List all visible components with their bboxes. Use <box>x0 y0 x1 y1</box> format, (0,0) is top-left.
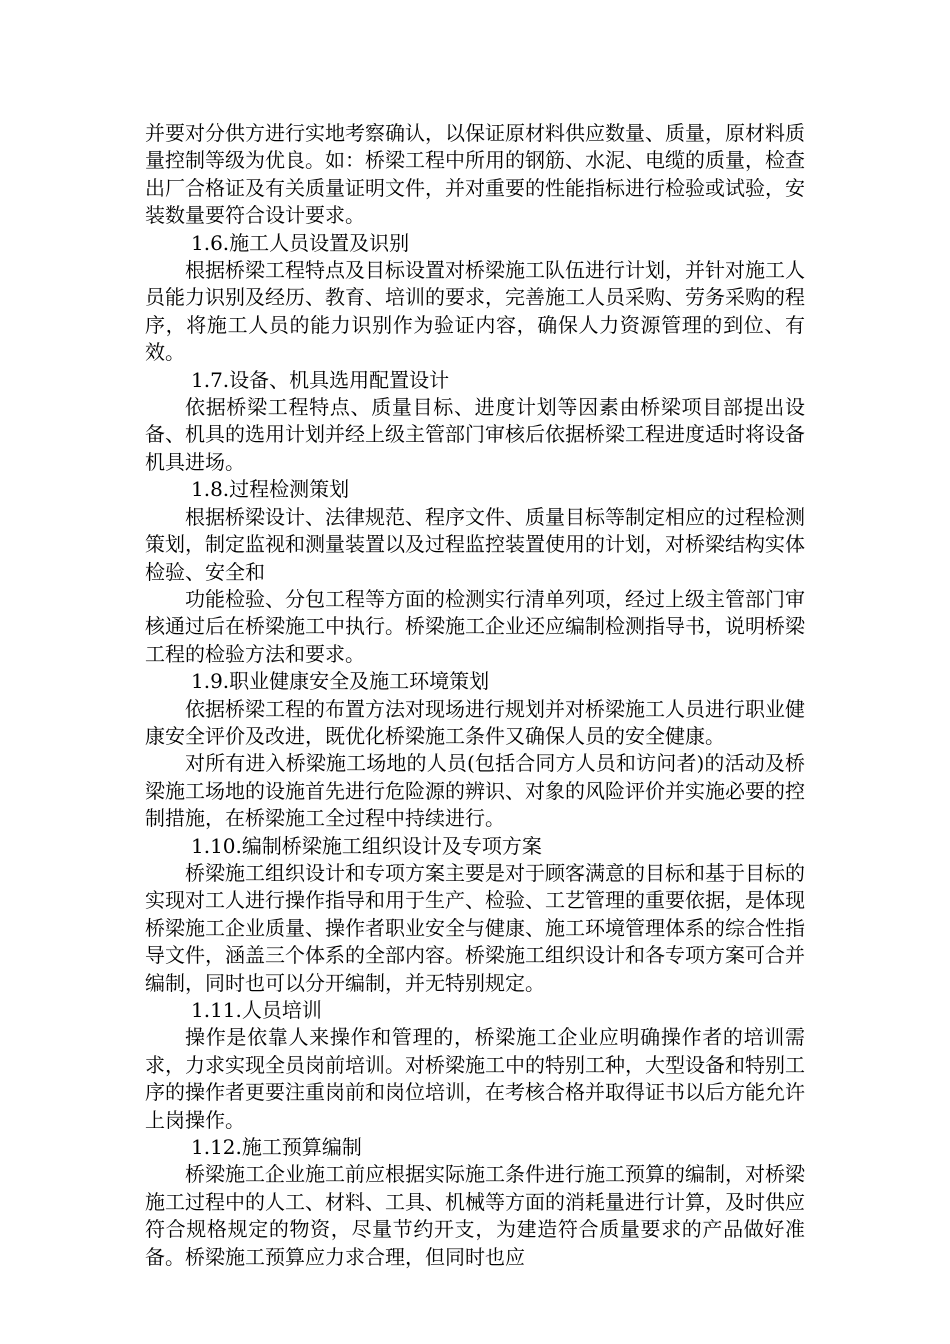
paragraph-body: 根据桥梁工程特点及目标设置对桥梁施工队伍进行计划，并针对施工人员能力识别及经历、教育、培训的要求，完善施工人员采购、劳务采购的程序，将施工人员的能力识别作为验证内容，确保人力资源管理的到位、有效。 <box>145 258 805 365</box>
section-heading-1-7: 1.7.设备、机具选用配置设计 <box>191 367 450 392</box>
paragraph-body: 根据桥梁设计、法律规范、程序文件、质量目标等制定相应的过程检测策划，制定监视和测量装置以及过程监控装置使用的计划，对桥梁结构实体检验、安全和 <box>145 504 805 584</box>
paragraph-body: 桥梁施工组织设计和专项方案主要是对于顾客满意的目标和基于目标的实现对工人进行操作指导和用于生产、检验、工艺管理的重要依据，是体现桥梁施工企业质量、操作者职业安全与健康、施工环境管理体系的综合性指导文件，涵盖三个体系的全部内容。桥梁施工组织设计和各专项方案可合并编制，同时也可以分开编制，并无特别规定。 <box>145 860 805 995</box>
paragraph-body: 桥梁施工企业施工前应根据实际施工条件进行施工预算的编制，对桥梁施工过程中的人工、材料、工具、机械等方面的消耗量进行计算，及时供应符合规格规定的物资，尽量节约开支，为建造符合质量要求的产品做好准备。桥梁施工预算应力求合理，但同时也应 <box>145 1162 805 1269</box>
paragraph-body: 对所有进入桥梁施工场地的人员(包括合同方人员和访问者)的活动及桥梁施工场地的设施首先进行危险源的辨识、对象的风险评价并实施必要的控制措施，在桥梁施工全过程中持续进行。 <box>145 751 805 831</box>
paragraph-body: 依据桥梁工程的布置方法对现场进行规划并对桥梁施工人员进行职业健康安全评价及改进，既优化桥梁施工条件又确保人员的安全健康。 <box>145 696 805 748</box>
paragraph-body: 操作是依靠人来操作和管理的，桥梁施工企业应明确操作者的培训需求，力求实现全员岗前培训。对桥梁施工中的特别工种，大型设备和特别工序的操作者更要注重岗前和岗位培训，在考核合格并取得证书以后方能允许上岗操作。 <box>145 1025 805 1132</box>
section-heading-1-9: 1.9.职业健康安全及施工环境策划 <box>191 669 490 694</box>
section-heading-1-6: 1.6.施工人员设置及识别 <box>191 230 410 255</box>
paragraph-body: 并要对分供方进行实地考察确认，以保证原材料供应数量、质量，原材料质量控制等级为优良。如：桥梁工程中所用的钢筋、水泥、电缆的质量，检查出厂合格证及有关质量证明文件，并对重要的性能指标进行检验或试验，安装数量要符合设计要求。 <box>145 121 805 228</box>
section-heading-1-12: 1.12.施工预算编制 <box>191 1135 362 1160</box>
section-heading-1-10: 1.10.编制桥梁施工组织设计及专项方案 <box>191 833 542 858</box>
paragraph-body: 依据桥梁工程特点、质量目标、进度计划等因素由桥梁项目部提出设备、机具的选用计划并经上级主管部门审核后依据桥梁工程进度适时将设备机具进场。 <box>145 395 805 474</box>
section-heading-1-8: 1.8.过程检测策划 <box>191 477 350 502</box>
paragraph-body: 功能检验、分包工程等方面的检测实行清单列项，经过上级主管部门审核通过后在桥梁施工中执行。桥梁施工企业还应编制检测指导书，说明桥梁工程的检验方法和要求。 <box>145 586 805 666</box>
section-heading-1-11: 1.11.人员培训 <box>191 998 322 1022</box>
document-page <box>145 120 805 1271</box>
